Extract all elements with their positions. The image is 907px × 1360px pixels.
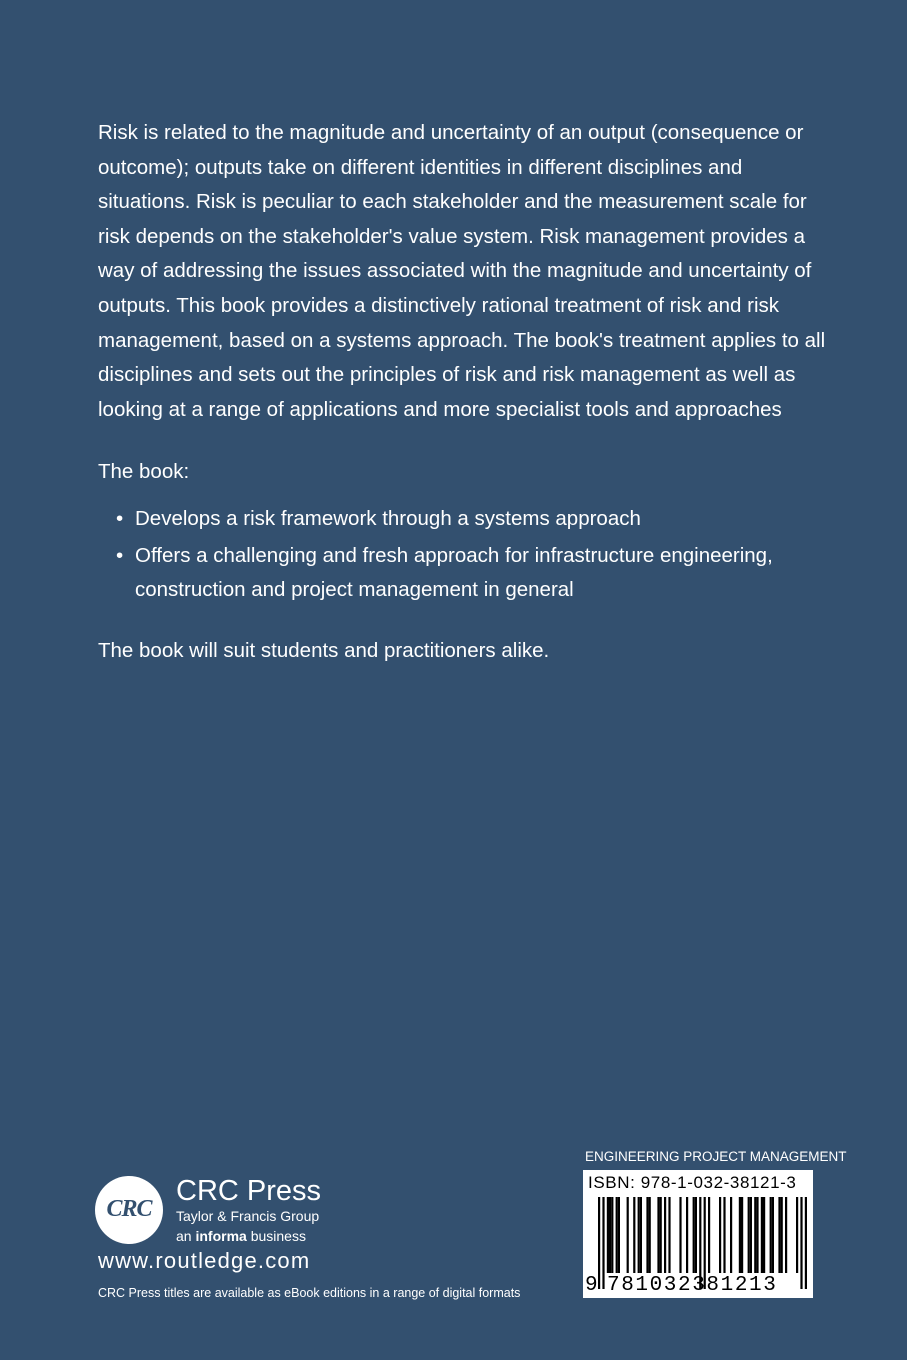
closing-sentence: The book will suit students and practitioners alike. [98, 638, 550, 662]
barcode-bar [805, 1197, 807, 1289]
ean-first-digit: 9 [585, 1274, 598, 1297]
ebook-note: CRC Press titles are available as eBook editions in a range of digital formats [98, 1286, 521, 1300]
barcode-bar [679, 1197, 681, 1273]
barcode-bar [664, 1197, 666, 1273]
barcode-bar [668, 1197, 670, 1273]
barcode-bar [627, 1197, 629, 1273]
crc-logo-icon [95, 1176, 163, 1244]
business-suffix: business [246, 1228, 306, 1244]
feature-text: Develops a risk framework through a systems approach [135, 506, 641, 530]
logo-text: CRC [106, 1196, 152, 1222]
informa-brand: informa [195, 1228, 247, 1244]
barcode-bar [611, 1197, 613, 1273]
barcode-bar [778, 1197, 780, 1273]
barcode-bar [686, 1197, 688, 1273]
barcode-bar [708, 1197, 710, 1273]
barcode-bar [695, 1197, 697, 1273]
barcode-bar [693, 1197, 695, 1273]
barcode-bar [607, 1197, 609, 1273]
barcode-bar [772, 1197, 774, 1273]
barcode-bar [796, 1197, 798, 1273]
barcode-bar [748, 1197, 750, 1273]
barcode-bar [609, 1197, 611, 1273]
barcode-bar [756, 1197, 758, 1273]
barcode-bar [770, 1197, 772, 1273]
ean-remaining-digits: 781032381213 [607, 1274, 778, 1297]
feature-list [98, 502, 838, 608]
publisher-name: CRC Press [176, 1175, 322, 1207]
feature-text: Offers a challenging and fresh approach for infrastructure engineering, construction and project management in general [135, 543, 773, 602]
feature-item [98, 502, 838, 537]
description-paragraph: Risk is related to the magnitude and uncertainty of an output (consequence or outcome); outputs take on different identities in different disciplines and situations. Risk is peculiar to each stakeholder and the measurement scale for risk depends on the stakeholder's value system. Risk management provides a way of addressing the issues associated with the magnitude and uncertainty of outputs. This book provides a distinctively rational treatment of risk and risk management, based on a systems approach. The book's treatment applies to all disciplines and sets out the principles of risk and risk management as well as looking at a range of applications and more specialist tools and approaches [98, 121, 826, 421]
bullet-icon: • [116, 506, 124, 530]
barcode-bar [781, 1197, 783, 1273]
barcode-bar [723, 1197, 725, 1273]
barcode-bar [660, 1197, 662, 1273]
barcode-bar [657, 1197, 659, 1273]
barcode-bar [730, 1197, 732, 1273]
publisher-url[interactable]: www.routledge.com [98, 1248, 311, 1273]
barcode-bar [761, 1197, 763, 1273]
publisher-group: Taylor & Francis Group [176, 1208, 320, 1224]
barcode-bar [602, 1197, 604, 1289]
book-intro: The book: [98, 460, 190, 484]
barcode-bar [638, 1197, 640, 1273]
isbn-barcode [583, 1170, 813, 1298]
series-label: ENGINEERING PROJECT MANAGEMENT [585, 1149, 847, 1164]
barcode-bar [763, 1197, 765, 1273]
barcode-bar [741, 1197, 743, 1273]
barcode-bar [750, 1197, 752, 1273]
barcode-bar [739, 1197, 741, 1273]
business-prefix: an [176, 1228, 196, 1244]
barcode-bar [598, 1197, 600, 1289]
barcode-bar [633, 1197, 635, 1273]
barcode-bar [754, 1197, 756, 1273]
barcode-bar [646, 1197, 648, 1273]
barcode-bar [785, 1197, 787, 1273]
bullet-icon: • [116, 543, 124, 567]
barcode-bar [618, 1197, 620, 1273]
barcode-bar [640, 1197, 642, 1273]
barcode-bar [719, 1197, 721, 1273]
publisher-business-line [176, 1227, 306, 1245]
barcode-bar [649, 1197, 651, 1273]
barcode-bar [616, 1197, 618, 1273]
back-cover-blurb [98, 116, 838, 668]
barcode-bar [800, 1197, 802, 1289]
feature-item [98, 539, 838, 608]
isbn-number: ISBN: 978-1-032-38121-3 [588, 1173, 797, 1192]
